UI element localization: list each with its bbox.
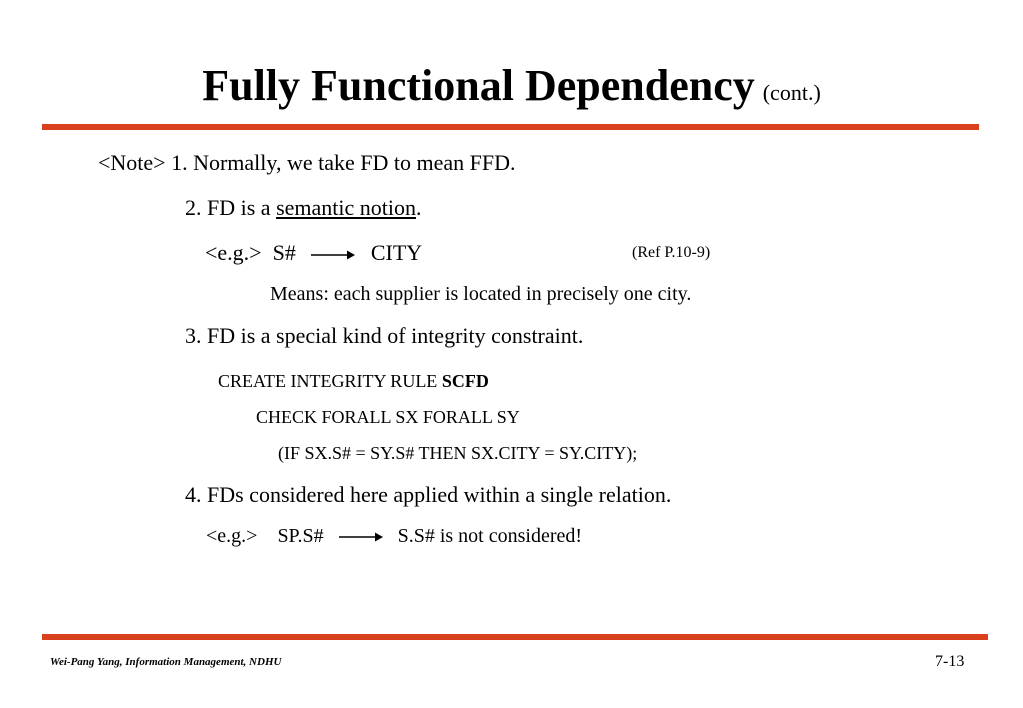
example-2-right: S.S# is not considered! (397, 525, 583, 547)
code-line-1-prefix: CREATE INTEGRITY RULE (218, 371, 442, 391)
item-3: 3. FD is a special kind of integrity constraint. (185, 323, 584, 348)
semantic-notion-underlined: semantic notion (276, 195, 416, 220)
title-text: Fully Functional Dependency (202, 61, 755, 110)
example-label-2: <e.g.> (206, 525, 258, 547)
code-line-1 (218, 370, 489, 392)
item-2-suffix: . (415, 195, 422, 220)
page-number: 7-13 (935, 653, 965, 670)
example-1-right: CITY (370, 240, 423, 265)
note-label: <Note> (98, 150, 166, 175)
footer-author: Wei-Pang Yang, Information Management, NDHU (50, 656, 282, 668)
example-2-left: SP.S# (277, 525, 324, 547)
bottom-divider (42, 634, 988, 640)
slide-title (0, 58, 1023, 121)
example-1-left: S# (272, 240, 296, 265)
right-arrow-icon (339, 530, 383, 544)
code-line-2: CHECK FORALL SX FORALL SY (256, 407, 520, 427)
item-2 (185, 195, 421, 221)
top-divider (42, 124, 979, 130)
rule-name: SCFD (441, 371, 489, 391)
item-2-prefix: 2. FD is a (185, 195, 277, 220)
item-4: 4. FDs considered here applied within a single relation. (185, 482, 672, 507)
means-text: Means: each supplier is located in precisely one city. (270, 283, 692, 305)
title-suffix: (cont.) (762, 80, 821, 105)
right-arrow-icon (311, 248, 355, 262)
example-1 (205, 240, 422, 266)
example-label: <e.g.> (205, 240, 262, 265)
example-2 (206, 524, 582, 548)
note-line (98, 150, 516, 176)
item-1: 1. Normally, we take FD to mean FFD. (171, 150, 516, 175)
reference: (Ref P.10-9) (632, 244, 711, 261)
code-line-3: (IF SX.S# = SY.S# THEN SX.CITY = SY.CITY); (278, 443, 638, 463)
